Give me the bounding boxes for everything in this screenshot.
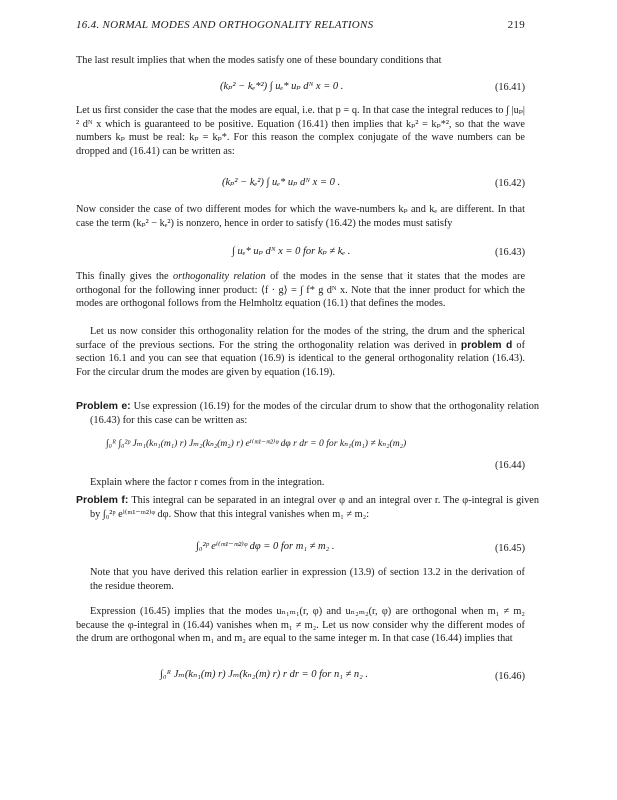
- paragraph-4: [76, 270, 525, 311]
- paragraph-1: The last result implies that when the modes satisfy one of these boundary conditions that: [76, 55, 442, 66]
- equation-16-46: ∫₀ᴿ Jₘ(kₙ₁(m) r) Jₘ(kₙ₂(m) r) r dr = 0 for n₁ ≠ n₂ .: [160, 669, 369, 680]
- problem-e-text: Use expression (16.19) for the modes of the circular drum to show that the orthogonality relation (16.43) for this case can be written as:: [90, 401, 540, 426]
- paragraph-5-start: Let us now consider this orthogonality relation for the modes of the string, the drum and the spherical surface of the previous sections. For the string the orthogonality relation was derived in: [76, 326, 525, 351]
- problem-f-text: This integral can be separated in an integral over φ and an integral over r. The φ-integral is given by ∫₀²ᵖ eⁱ⁽ᵐ¹⁻ᵐ²⁾ᵠ dφ. Show that this integral vanishes when m₁ ≠ m₂:: [90, 495, 540, 520]
- problem-d-reference: problem d: [460, 339, 513, 351]
- equation-label-16-42: (16.42): [494, 178, 525, 189]
- problem-f-label: Problem f:: [76, 494, 129, 506]
- page-number: 219: [507, 19, 525, 31]
- paragraph-4-end: of the modes in the sense that it states that the modes are orthogonal for the following inner product: ⟨f · g⟩ = ∫ f* g dᴺ x. Note that the inner product for which the modes are orthogonal follows from the Helmholtz equation (16.1) that defines the modes.: [76, 271, 526, 310]
- equation-label-16-46: (16.46): [494, 671, 525, 682]
- paragraph-5: [76, 325, 525, 379]
- problem-e: [76, 400, 539, 427]
- paragraph-3: Now consider the case of two different modes for which the wave-numbers kₚ and kₑ are different. In that case the term (kₚ² − kₑ²) is nonzero, hence in order to satisfy (16.42) the modes must satisfy: [76, 204, 525, 229]
- problem-f: [76, 494, 539, 521]
- equation-label-16-41: (16.41): [494, 82, 525, 93]
- paragraph-2: Let us first consider the case that the modes are equal, i.e. that p = q. In that case the integral reduces to ∫ |uₚ|² dᴺ x which is guaranteed to be positive. Equation (16.41) then implies that kₚ² = kₚ*², so that the wave numbers kₚ must be real: kₚ = kₚ*. For this reason the complex conjugate of the wave numbers can be dropped and (16.41) can be written as:: [76, 105, 525, 157]
- equation-label-16-45: (16.45): [494, 543, 525, 554]
- equation-label-16-44: (16.44): [494, 460, 525, 471]
- equation-16-45: ∫₀²ᵖ eⁱ⁽ᵐ¹⁻ᵐ²⁾ᵠ dφ = 0 for m₁ ≠ m₂ .: [196, 541, 335, 552]
- paragraph-6: Expression (16.45) implies that the modes uₙ₁ₘ₁(r, φ) and uₙ₂ₘ₂(r, φ) are orthogonal when m₁ ≠ m₂ because the φ-integral in (16.44) vanishes when m₁ ≠ m₂. Let us now consider why the different modes of the drum are orthogonal when m₁ and m₂ are equal to the same integer m. In that case (16.44) implies that: [76, 606, 525, 645]
- residue-note: Note that you have derived this relation earlier in expression (13.9) of section 13.2 in the derivation of the residue theorem.: [90, 567, 525, 592]
- equation-16-41: (kₚ² − kₑ*²) ∫ uₑ* uₚ dᴺ x = 0 .: [220, 81, 344, 92]
- paragraph-5-end: of section 16.1 and you can see that equation (16.9) is identical to the general orthogonality relation (16.43). For the circular drum the modes are given by equation (16.19).: [76, 339, 526, 378]
- equation-16-44: ∫₀ᴿ ∫₀²ᵖ Jₘ₁(kₙ₁(m₁) r) Jₘ₂(kₙ₂(m₂) r) eⁱ⁽ᵐ¹⁻ᵐ²⁾ᵠ dφ r dr = 0 for kₙ₁(m₁) ≠ kₙ₂(m₂): [106, 438, 407, 449]
- section-title: 16.4. NORMAL MODES AND ORTHOGONALITY RELATIONS: [76, 19, 374, 31]
- equation-label-16-43: (16.43): [494, 247, 525, 258]
- orthogonality-relation-term: orthogonality relation: [173, 271, 266, 282]
- equation-16-43: ∫ uₑ* uₚ dᴺ x = 0 for kₚ ≠ kₑ .: [232, 246, 351, 257]
- paragraph-4-start: This finally gives the: [76, 271, 174, 282]
- running-header: [76, 19, 525, 33]
- explain-note: Explain where the factor r comes from in the integration.: [90, 477, 325, 488]
- equation-16-42: (kₚ² − kₑ²) ∫ uₑ* uₚ dᴺ x = 0 .: [222, 177, 341, 188]
- problem-e-label: Problem e:: [76, 400, 131, 412]
